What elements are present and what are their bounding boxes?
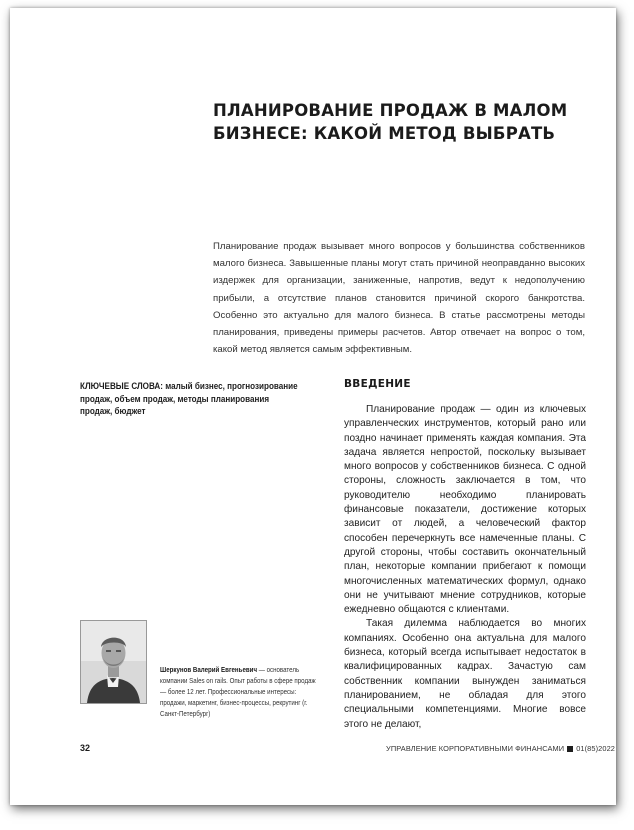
author-photo [80, 620, 147, 704]
issue-number: 01(85)2022 [576, 744, 615, 753]
article-abstract: Планирование продаж вызывает много вопросов у большинства собственников малого бизнеса. Завышенные планы могут стать причиной неоправданно высоких издержек для организации, заниженные, напротив, ведут к недополучению прибыли, а отсутствие планов становится причиной скорого банкротства. Особенно это актуально для малого бизнеса. В статье рассмотрены методы планирования, приведены примеры расчетов. Автор отвечает на вопрос о том, какой метод является самым эффективным. [213, 241, 585, 356]
keywords-label: КЛЮЧЕВЫЕ СЛОВА: [80, 381, 163, 391]
journal-title: УПРАВЛЕНИЕ КОРПОРАТИВНЫМИ ФИНАНСАМИ [386, 744, 565, 753]
title-line-1: ПЛАНИРОВАНИЕ ПРОДАЖ В МАЛОМ [213, 101, 568, 120]
page-number: 32 [80, 743, 91, 753]
section-heading: ВВЕДЕНИЕ [344, 378, 411, 390]
author-name: Шеркунов Валерий Евгеньевич [160, 667, 258, 674]
article-title [213, 99, 603, 145]
keywords-block [80, 380, 301, 418]
article-body [344, 403, 586, 732]
author-bio [160, 665, 317, 720]
author-description: — основатель компании Sales on rails. Опыт работы в сфере продаж — более 12 лет. Профессиональные интересы: продажи, маркетинг, бизнес-процессы, рекрутинг (г. Санкт-Петербург) [160, 667, 316, 718]
body-paragraph: Такая дилемма наблюдается во многих компаниях. Особенно она актуальна для малого бизнеса, который всегда испытывает недостаток в квалифицированных кадрах. Зачастую сам собственник компании вынужден заниматься планированием, не обладая для этого специальными компетенциями. Многие вовсе этого не делают, [344, 618, 586, 730]
body-paragraph: Планирование продаж — один из ключевых управленческих инструментов, который рано или поздно начинает применять каждая компания. Эта задача является непростой, поскольку вызывает много вопросов у собственников бизнеса. С одной стороны, сложность заключается в том, что руководителю необходимо планировать финансовые показатели, достижение которых зависит от людей, а человеческий фактор способен перечеркнуть все намеченные планы. С другой стороны, чтобы составить окончательный план, некоторые компании прибегают к помощи многочисленных математических формул, однако они не учитывают мнение сотрудников, которые ежедневно общаются с клиентами. [344, 404, 586, 616]
title-line-2: БИЗНЕСЕ: КАКОЙ МЕТОД ВЫБРАТЬ [213, 124, 556, 143]
running-footer [386, 744, 615, 753]
square-bullet-icon [567, 746, 573, 752]
keywords-text: малый бизнес, прогнозирование продаж, объем продаж, методы планирования продаж, бюджет [80, 381, 298, 416]
author-portrait-image [81, 621, 146, 703]
